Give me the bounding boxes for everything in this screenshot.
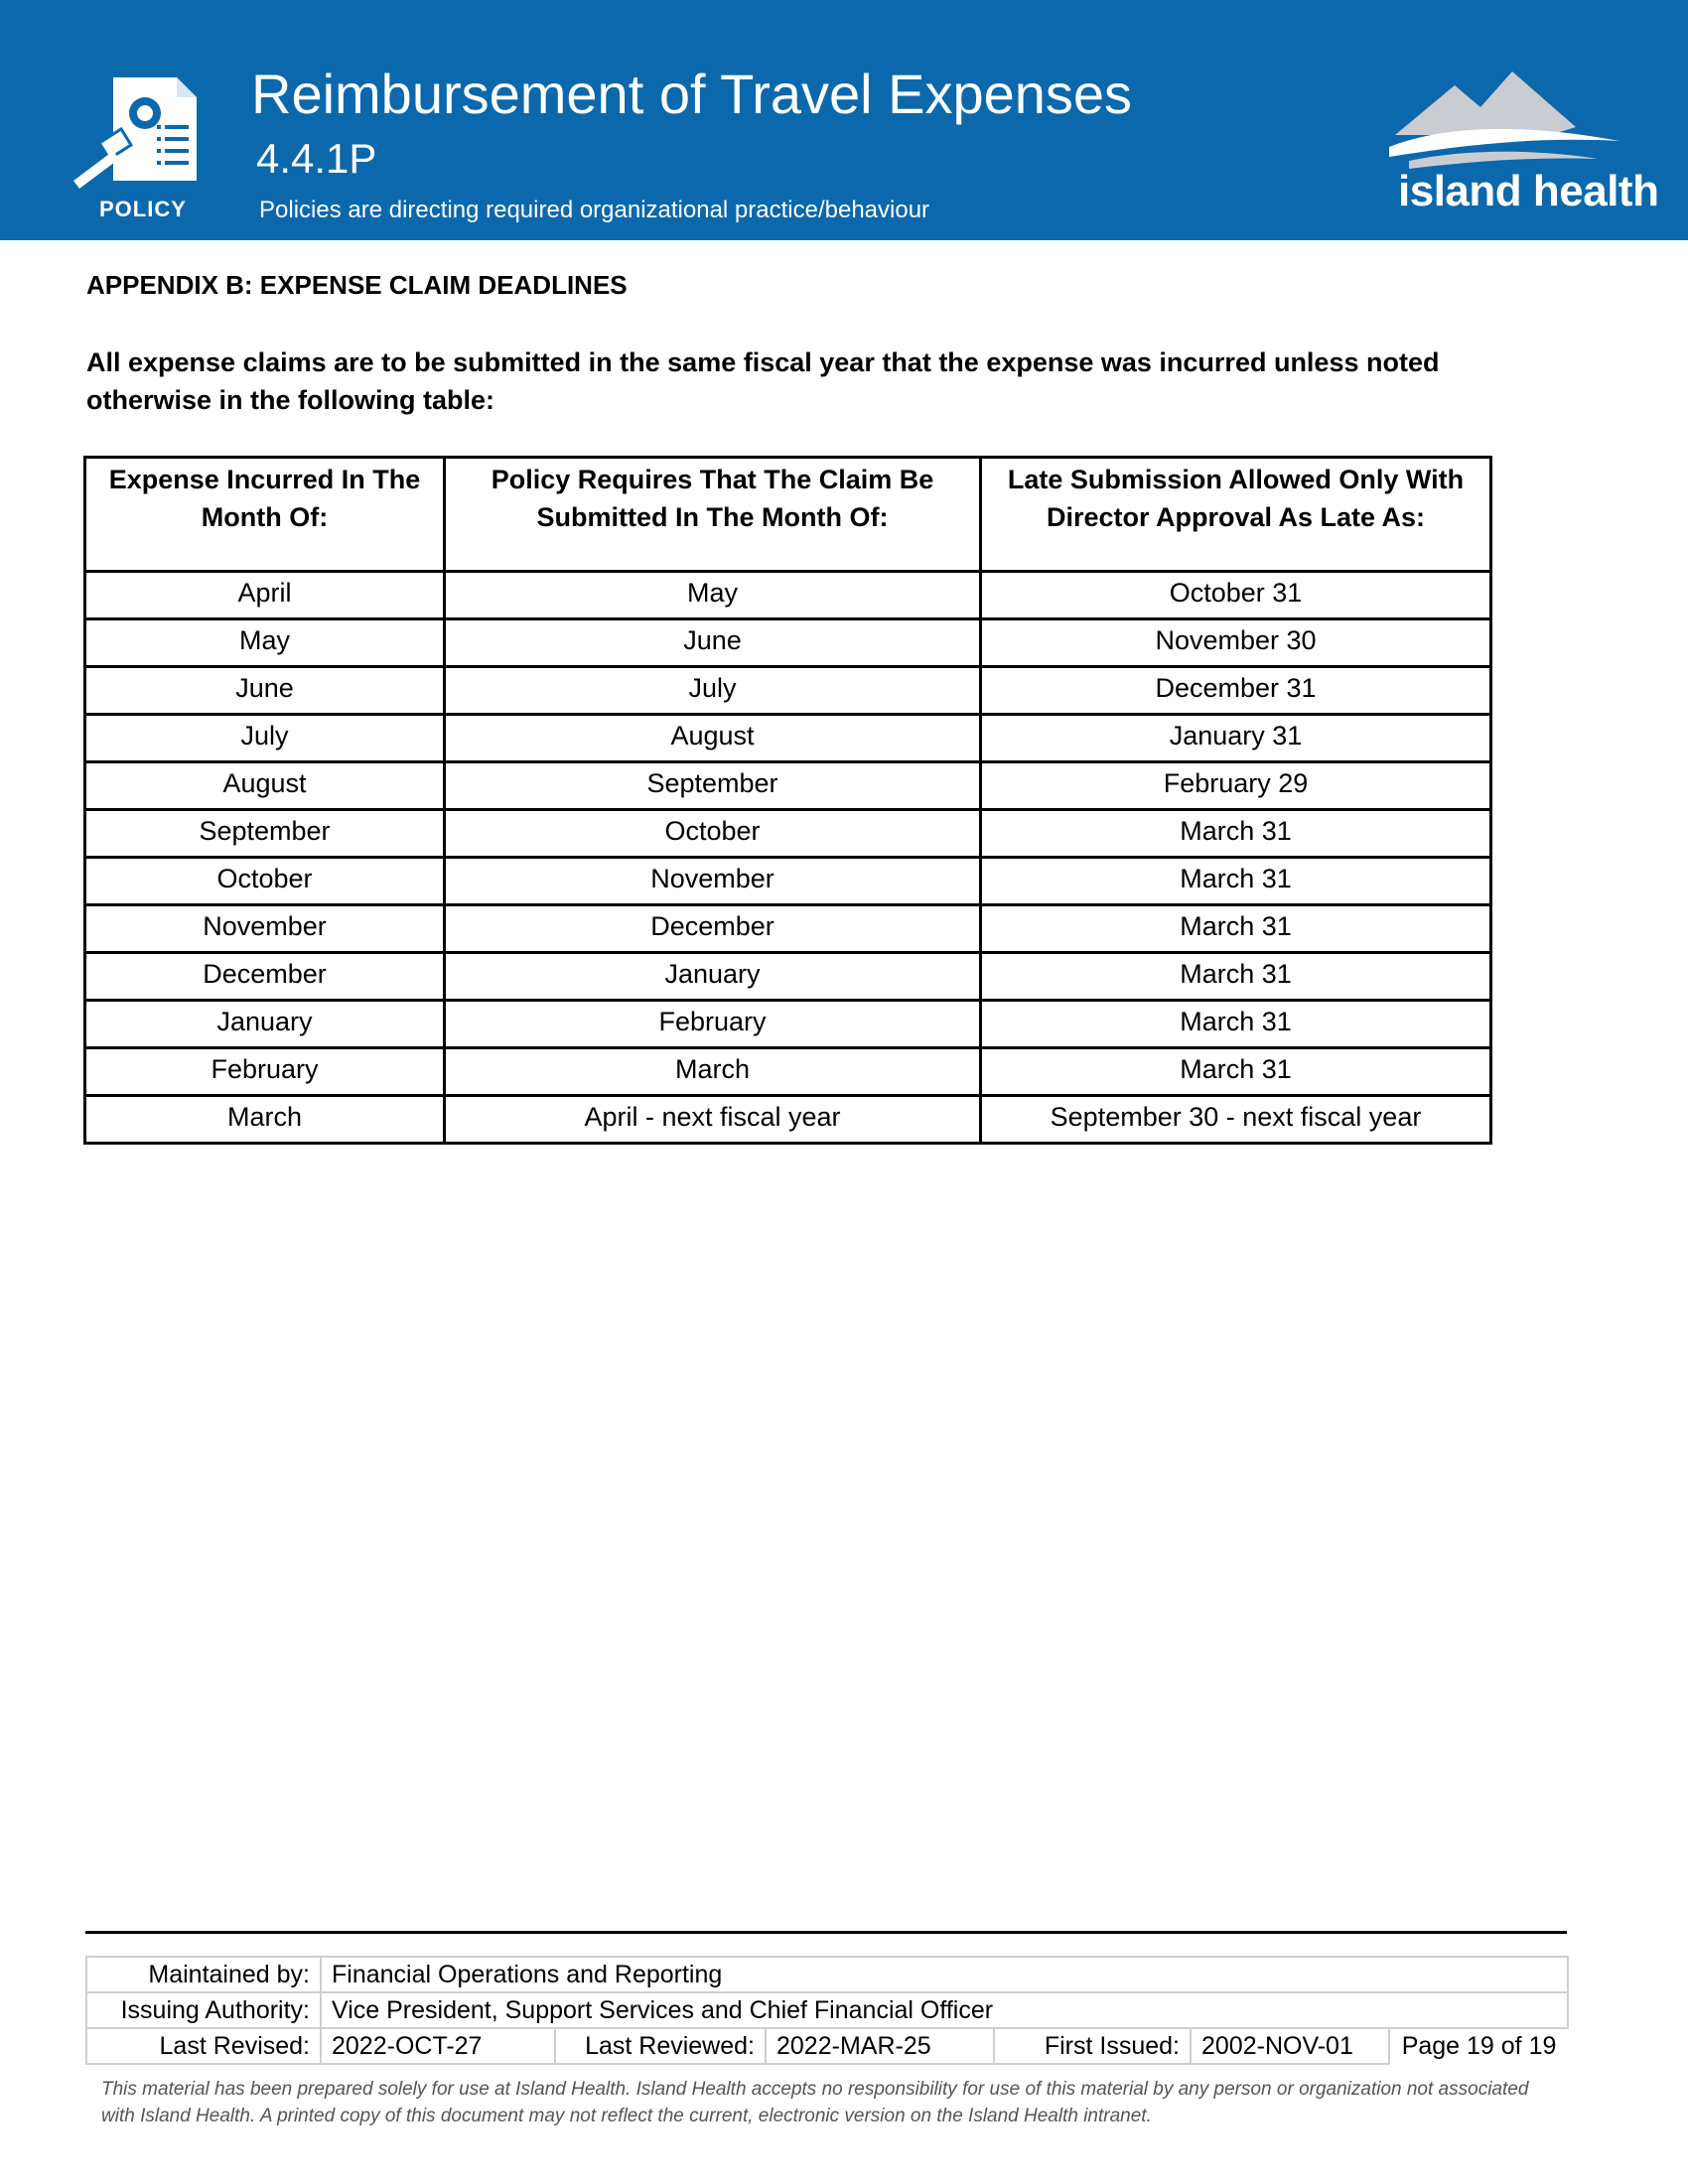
cell-incurred: July	[85, 715, 445, 762]
cell-late: September 30 - next fiscal year	[981, 1096, 1491, 1144]
page-number: Page 19 of 19	[1401, 2032, 1557, 2060]
first-issued-label: First Issued:	[994, 2028, 1191, 2064]
first-issued-value: 2002-NOV-01	[1191, 2028, 1389, 2064]
table-row	[85, 572, 1491, 619]
cell-submit: April - next fiscal year	[445, 1096, 981, 1144]
cell-late: March 31	[981, 1048, 1491, 1096]
table-row	[85, 1096, 1491, 1144]
cell-incurred: October	[85, 858, 445, 905]
cell-incurred: November	[85, 905, 445, 953]
last-revised-label: Last Revised:	[86, 2028, 321, 2064]
cell-late: February 29	[981, 762, 1491, 810]
appendix-heading: APPENDIX B: EXPENSE CLAIM DEADLINES	[86, 270, 628, 300]
cell-incurred: September	[85, 810, 445, 858]
cell-submit: March	[445, 1048, 981, 1096]
disclaimer-text: This material has been prepared solely for use at Island Health. Island Health accepts no responsibility for use of this material by any person or organization not associated with Island Health. A printed copy of this document may not reflect the current, electronic version on the Island Health intranet.	[101, 2079, 1529, 2126]
cell-incurred: June	[85, 667, 445, 715]
cell-late: March 31	[981, 953, 1491, 1001]
maintained-by-row	[86, 1957, 1568, 1992]
cell-late: March 31	[981, 905, 1491, 953]
cell-submit: February	[445, 1001, 981, 1048]
cell-submit: May	[445, 572, 981, 619]
document-info-table	[85, 1956, 1569, 2065]
last-reviewed-label: Last Reviewed:	[555, 2028, 766, 2064]
island-health-logo-icon	[1385, 66, 1623, 175]
last-reviewed-value: 2022-MAR-25	[766, 2028, 994, 2064]
table-row	[85, 858, 1491, 905]
table-row	[85, 953, 1491, 1001]
brand-name: island health	[1398, 167, 1659, 215]
cell-late: November 30	[981, 619, 1491, 667]
table-row	[85, 715, 1491, 762]
maintained-by-value: Financial Operations and Reporting	[321, 1957, 1568, 1992]
table-header-row	[85, 458, 1491, 572]
table-row	[85, 1001, 1491, 1048]
cell-incurred: December	[85, 953, 445, 1001]
table-row	[85, 619, 1491, 667]
document-number: 4.4.1P	[256, 135, 377, 182]
cell-late: March 31	[981, 810, 1491, 858]
document-header	[0, 0, 1688, 240]
claim-deadlines-table	[83, 456, 1492, 1145]
cell-late: December 31	[981, 667, 1491, 715]
dates-row	[86, 2028, 1568, 2064]
cell-incurred: May	[85, 619, 445, 667]
issuing-authority-label: Issuing Authority:	[86, 1992, 321, 2028]
header-month-incurred: Expense Incurred In The Month Of:	[85, 458, 445, 572]
table-row	[85, 810, 1491, 858]
issuing-authority-value: Vice President, Support Services and Chief Financial Officer	[321, 1992, 1568, 2028]
policy-label: POLICY	[99, 197, 187, 221]
cell-incurred: January	[85, 1001, 445, 1048]
cell-submit: November	[445, 858, 981, 905]
header-submit-month: Policy Requires That The Claim Be Submitted In The Month Of:	[445, 458, 981, 572]
document-title: Reimbursement of Travel Expenses	[251, 63, 1133, 125]
issuing-authority-row	[86, 1992, 1568, 2028]
header-late-submission: Late Submission Allowed Only With Director Approval As Late As:	[981, 458, 1491, 572]
cell-submit: July	[445, 667, 981, 715]
maintained-by-label: Maintained by:	[86, 1957, 321, 1992]
cell-incurred: February	[85, 1048, 445, 1096]
cell-submit: December	[445, 905, 981, 953]
cell-submit: January	[445, 953, 981, 1001]
cell-submit: September	[445, 762, 981, 810]
table-row	[85, 1048, 1491, 1096]
cell-late: March 31	[981, 1001, 1491, 1048]
footer-divider	[85, 1931, 1567, 1934]
cell-incurred: April	[85, 572, 445, 619]
cell-submit: August	[445, 715, 981, 762]
cell-late: March 31	[981, 858, 1491, 905]
intro-paragraph: All expense claims are to be submitted in the same fiscal year that the expense was incurred unless noted otherwise in the following table:	[86, 347, 1440, 415]
cell-submit: June	[445, 619, 981, 667]
table-row	[85, 762, 1491, 810]
cell-incurred: March	[85, 1096, 445, 1144]
cell-submit: October	[445, 810, 981, 858]
document-subtitle: Policies are directing required organizational practice/behaviour	[259, 197, 930, 223]
policy-document-icon	[70, 69, 209, 199]
last-revised-value: 2022-OCT-27	[321, 2028, 555, 2064]
cell-late: January 31	[981, 715, 1491, 762]
table-row	[85, 667, 1491, 715]
cell-incurred: August	[85, 762, 445, 810]
table-row	[85, 905, 1491, 953]
cell-late: October 31	[981, 572, 1491, 619]
